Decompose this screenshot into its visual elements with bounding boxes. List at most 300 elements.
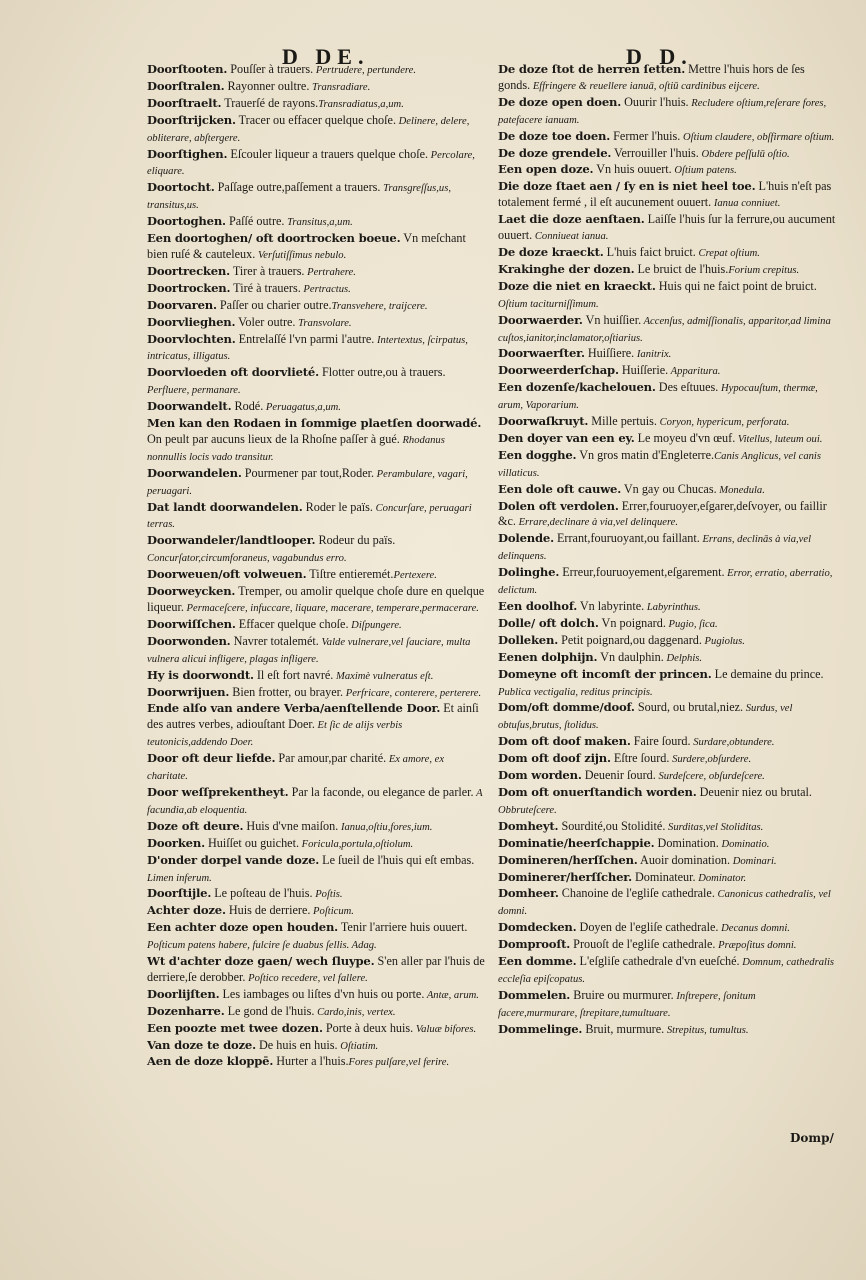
entry-latin: Pertractus. xyxy=(300,283,351,295)
dictionary-entry xyxy=(498,633,836,650)
entry-headword: Een doolhof. xyxy=(498,599,578,613)
entry-latin: Pugio, ſica. xyxy=(665,618,718,630)
entry-french: Prouoſt de l'egliſe cathedrale. xyxy=(570,937,716,952)
dictionary-entry xyxy=(498,819,836,836)
left-column xyxy=(147,62,485,1071)
entry-latin: Oſtiatim. xyxy=(337,1040,379,1052)
dictionary-entry xyxy=(147,113,485,147)
dictionary-entry xyxy=(498,313,836,347)
entry-french: Sourdité,ou Stolidité. xyxy=(558,818,666,833)
entry-latin: Poſticum patens habere, fulcire ſe duabus ſellis. Adag. xyxy=(147,940,377,952)
dictionary-entry xyxy=(147,180,485,214)
dictionary-entry xyxy=(147,920,485,954)
dictionary-entry xyxy=(147,701,485,751)
entry-french: Tirer à trauers. xyxy=(230,263,305,278)
entry-french: Hurter a l'huis. xyxy=(273,1054,349,1069)
entry-headword: Een dogghe. xyxy=(498,447,577,462)
entry-headword: Doorken. xyxy=(147,835,205,850)
entry-headword: Dolleken. xyxy=(498,632,559,647)
entry-french: Il eſt fort navré. xyxy=(253,667,334,682)
dictionary-entry xyxy=(498,62,836,95)
entry-headword: Door oft deur liefde. xyxy=(147,751,276,766)
dictionary-entry xyxy=(147,819,485,836)
dictionary-entry xyxy=(147,751,485,785)
entry-latin: Hypocauſtum, thermæ, arum, Vaporarium. xyxy=(498,383,818,412)
entry-latin: Canonicus cathedralis, vel domni. xyxy=(498,889,831,918)
entry-latin: Ianitrix. xyxy=(634,349,672,361)
entry-headword: D'onder dorpel vande doze. xyxy=(147,852,320,867)
entry-headword: Dolinghe. xyxy=(498,565,560,580)
entry-latin: Obbruteſcere. xyxy=(498,804,557,816)
entry-french: Deuenir niez ou brutal. xyxy=(696,784,812,799)
entry-headword: Doorſtralen. xyxy=(147,78,225,93)
entry-headword: Doorwaſkruyt. xyxy=(498,414,589,429)
entry-french: Vn huiſſier. xyxy=(582,312,642,327)
entry-french: Vn gay ou Chucas. xyxy=(621,481,717,496)
entry-french: Roder le païs. xyxy=(302,499,373,514)
entry-headword: Domheer. xyxy=(498,886,559,901)
entry-latin: Dominari. xyxy=(730,855,777,867)
entry-headword: Een poozte met twee dozen. xyxy=(147,1020,323,1035)
entry-headword: Domineren/herſſchen. xyxy=(498,852,638,867)
entry-headword: Doorwaerſter. xyxy=(498,346,585,361)
entry-headword: De doze ſtot de herren ſetten. xyxy=(498,62,686,76)
dictionary-entry xyxy=(498,346,836,363)
entry-latin: Transvolare. xyxy=(295,317,352,329)
dictionary-entry xyxy=(147,62,485,79)
dictionary-entry xyxy=(147,281,485,298)
dictionary-entry xyxy=(498,870,836,887)
entry-latin: Coryon, hypericum, perforata. xyxy=(656,417,790,429)
entry-headword: Doorvlieghen. xyxy=(147,314,236,329)
entry-headword: Doorvaren. xyxy=(147,297,217,312)
entry-french: Huis de derriere. xyxy=(225,903,311,918)
dictionary-entry xyxy=(498,499,836,532)
dictionary-entry xyxy=(498,380,836,414)
entry-french: Tenir l'arriere huis ouuert. xyxy=(338,920,468,935)
dictionary-entry xyxy=(147,785,485,819)
entry-latin: Poſtis. xyxy=(312,889,343,901)
entry-latin: Crepat oſtium. xyxy=(695,247,760,259)
entry-headword: Doorvloeden oft doorvlieté. xyxy=(147,365,319,380)
entry-latin: Fores pulſare,vel ferire. xyxy=(348,1057,450,1069)
entry-latin: Transradiatus,a,um. xyxy=(318,98,404,110)
dictionary-entry xyxy=(498,146,836,163)
entry-latin: Præpoſitus domni. xyxy=(715,940,797,952)
entry-latin: Transitus,a,um. xyxy=(284,217,353,229)
entry-latin: Pugiolus. xyxy=(701,635,745,647)
dictionary-entry xyxy=(498,954,836,988)
entry-latin: Valde vulnerare,vel ſauciare, multa vulnera alicui infligere, plagas infligere. xyxy=(147,636,471,665)
entry-french: Tiſtre entieremét. xyxy=(306,567,394,582)
entry-french: Bien frotter, ou brayer. xyxy=(229,684,344,699)
entry-headword: Krakinghe der dozen. xyxy=(498,261,635,276)
entry-french: Le ſueil de l'huis qui eſt embas. xyxy=(319,852,475,867)
entry-latin: Pertrahere. xyxy=(304,266,356,278)
entry-french: Vn gros matin d'Engleterre. xyxy=(576,447,715,462)
entry-headword: Dom oft doof zijn. xyxy=(498,751,611,766)
dictionary-entry xyxy=(498,616,836,633)
dictionary-entry xyxy=(147,567,485,584)
entry-french: L'eſgliſe cathedrale d'vn eueſché. xyxy=(576,954,740,969)
entry-latin: Transvehere, traijcere. xyxy=(331,300,428,312)
entry-headword: De doze grendele. xyxy=(498,145,612,160)
entry-latin: Errare,declinare à via,vel delinquere. xyxy=(515,517,679,529)
entry-headword: Doorweuen/oft volweuen. xyxy=(147,567,307,582)
entry-headword: Aen de doze kloppē. xyxy=(147,1054,274,1069)
entry-headword: Doze die niet en kraeckt. xyxy=(498,278,656,293)
entry-latin: Dominatio. xyxy=(718,838,770,850)
entry-latin: Recludere oſtium,reſerare fores, patefacere ianuam. xyxy=(498,97,827,126)
dictionary-entry xyxy=(147,903,485,920)
dictionary-entry xyxy=(498,734,836,751)
entry-headword: Doortocht. xyxy=(147,180,215,195)
dictionary-entry xyxy=(498,667,836,701)
entry-french: Huis qui ne faict point de bruict. xyxy=(655,278,817,293)
entry-french: Errant,fouruoyant,ou faillant. xyxy=(553,531,700,546)
entry-latin: Valuæ bifores. xyxy=(413,1023,477,1035)
entry-latin: Conniueat ianua. xyxy=(532,231,609,243)
entry-latin: Poſtico recedere, vel fallere. xyxy=(245,972,368,984)
entry-french: Eſcouler liqueur a trauers quelque choſe. xyxy=(227,146,429,161)
entry-french: Vn poignard. xyxy=(598,615,666,630)
entry-headword: Doorwandelen. xyxy=(147,465,242,480)
entry-latin: Transgreſſus,us, transitus,us. xyxy=(147,183,451,212)
dictionary-entry xyxy=(147,500,485,534)
entry-headword: Laet die doze aenſtaen. xyxy=(498,212,645,227)
dictionary-entry xyxy=(147,685,485,702)
dictionary-entry xyxy=(498,836,836,853)
entry-french: Porte à deux huis. xyxy=(322,1020,414,1035)
dictionary-entry xyxy=(147,1021,485,1038)
entry-latin: Strepitus, tumultus. xyxy=(664,1024,749,1036)
entry-french: Huiſſiere. xyxy=(584,346,635,361)
entry-latin: Maximè vulneratus eſt. xyxy=(333,670,434,682)
entry-latin: Labyrinthus. xyxy=(644,602,701,613)
entry-french: Auoir domination. xyxy=(637,852,731,867)
dictionary-entry xyxy=(147,264,485,281)
entry-french: Faire ſourd. xyxy=(630,734,691,749)
entry-headword: Achter doze. xyxy=(147,903,226,918)
entry-latin: Oſtium claudere, obſfirmare oſtium. xyxy=(680,131,835,143)
dictionary-entry xyxy=(498,920,836,937)
entry-latin: Perfricare, conterere, perterere. xyxy=(343,687,482,699)
entry-french: Tracer ou effacer quelque choſe. xyxy=(235,112,396,127)
entry-latin: Surdare,obtundere. xyxy=(690,737,775,749)
entry-french: Par amour,par charité. xyxy=(275,751,387,766)
dictionary-entry xyxy=(498,482,836,499)
entry-french: Dominateur. xyxy=(631,869,696,884)
entry-latin: Error, erratio, aberratio, delictum. xyxy=(498,568,833,597)
entry-headword: Doorlijſten. xyxy=(147,986,220,1001)
dictionary-entry xyxy=(498,129,836,146)
dictionary-entry xyxy=(147,853,485,887)
dictionary-entry xyxy=(147,836,485,853)
dictionary-entry xyxy=(147,79,485,96)
entry-french: Effacer quelque choſe. xyxy=(235,616,349,631)
entry-latin: Surdeſcere, obſurdeſcere. xyxy=(655,771,765,783)
entry-headword: De doze open doen. xyxy=(498,94,622,109)
entry-latin: Rhodanus nonnullis locis vado transitur. xyxy=(147,434,445,463)
entry-french: Tremper, ou amolir quelque choſe dure en quelque liqueur. xyxy=(147,584,485,614)
entry-headword: Doorwandelt. xyxy=(147,399,232,414)
entry-french: Domination. xyxy=(654,835,719,850)
dictionary-entry xyxy=(498,262,836,279)
entry-headword: Een doortoghen/ oft doortrocken boeue. xyxy=(147,231,401,246)
dictionary-entry xyxy=(498,363,836,380)
entry-french: Le bruict de l'huis. xyxy=(634,261,729,276)
entry-french: Rodeur du païs. xyxy=(315,533,396,548)
dictionary-entry xyxy=(498,886,836,920)
dictionary-entry xyxy=(498,245,836,262)
entry-french: Voler outre. xyxy=(235,314,296,329)
dictionary-entry xyxy=(147,987,485,1004)
entry-headword: Domheyt. xyxy=(498,818,559,833)
running-header-left: D DE. xyxy=(282,44,370,69)
entry-french: Fermer l'huis. xyxy=(610,128,681,143)
entry-french: Vn meſchant bien ruſé & cauteleux. xyxy=(147,231,466,261)
dictionary-entry xyxy=(147,1054,485,1071)
entry-french: Le moyeu d'vn œuf. xyxy=(634,430,736,445)
entry-latin: Effringere & reuellere ianuā, oſtiū cardinibus eijcere. xyxy=(530,80,760,92)
entry-headword: Dolende. xyxy=(498,531,554,546)
entry-french: Le poſteau de l'huis. xyxy=(211,886,313,901)
entry-headword: Doorwonden. xyxy=(147,633,231,648)
entry-headword: Den doyer van een ey. xyxy=(498,430,635,445)
entry-headword: Doorwandeler/landtlooper. xyxy=(147,533,316,548)
entry-latin: Ex amore, ex charitate. xyxy=(147,754,445,783)
entry-latin: Intertextus, ſcirpatus, intricatus, illigatus. xyxy=(147,334,468,363)
entry-french: Navrer totalemét. xyxy=(230,633,319,648)
entry-latin: Domnum, cathedralis eccleſia epiſcopatus. xyxy=(498,957,835,985)
entry-headword: Domprooſt. xyxy=(498,937,571,952)
dictionary-entry xyxy=(498,988,836,1022)
entry-latin: Foricula,portula,oſtiolum. xyxy=(299,838,414,850)
entry-french: Vn labyrinte. xyxy=(577,599,645,613)
entry-headword: Doortoghen. xyxy=(147,214,226,229)
entry-french: Deuenir ſourd. xyxy=(581,768,656,783)
entry-french: Erreur,fouruoyement,eſgarement. xyxy=(559,565,725,580)
entry-latin: Publica vectigalia, reditus principis. xyxy=(498,686,653,698)
dictionary-entry xyxy=(498,414,836,431)
dictionary-entry xyxy=(147,466,485,500)
dictionary-entry xyxy=(147,584,485,617)
entry-latin: Surdere,obſurdere. xyxy=(669,754,752,766)
dictionary-entry xyxy=(498,937,836,954)
entry-french: Le gond de l'huis. xyxy=(224,1003,315,1018)
entry-french: Laiſſe l'huis ſur la ferrure,ou aucument ouuert. xyxy=(498,212,836,243)
dictionary-entry xyxy=(147,298,485,315)
dictionary-entry xyxy=(498,95,836,129)
dictionary-entry xyxy=(147,886,485,903)
dictionary-entry xyxy=(147,332,485,366)
entry-latin: Verſutiſſimus nebulo. xyxy=(255,249,347,261)
dictionary-entry xyxy=(498,431,836,448)
entry-latin: Limen inferum. xyxy=(147,872,212,884)
catchword: Domp/ xyxy=(790,1131,834,1145)
entry-french: Rayonner oultre. xyxy=(224,78,310,93)
entry-latin: Monedula. xyxy=(716,484,765,496)
dictionary-entry xyxy=(147,1004,485,1021)
dictionary-entry xyxy=(498,179,836,212)
entry-headword: Doorſtrijcken. xyxy=(147,112,236,127)
entry-french: L'huis n'eſt pas totalement fermé , il eſt aucunement ouuert. xyxy=(498,179,832,210)
entry-french: L'huis faict bruict. xyxy=(603,244,696,259)
entry-french: Paſſé outre. xyxy=(225,214,285,229)
entry-headword: Door weſſprekentheyt. xyxy=(147,784,289,799)
entry-latin: A facundia,ab eloquentia. xyxy=(147,787,483,816)
entry-headword: Doorvlochten. xyxy=(147,331,236,346)
entry-french: Chanoine de l'egliſe cathedrale. xyxy=(558,886,715,901)
entry-latin: Pertexere. xyxy=(393,570,437,582)
entry-french: Tiré à trauers. xyxy=(230,280,301,295)
entry-french: S'en aller par l'huis de derriere,ſe derobber. xyxy=(147,954,485,984)
entry-headword: De doze kraeckt. xyxy=(498,244,604,259)
entry-latin: Vitellus, luteum oui. xyxy=(735,433,823,445)
entry-french: On peult par aucuns lieux de la Rhoſne paſſer à gué. xyxy=(147,431,400,446)
entry-french: Trauerſé de rayons. xyxy=(221,95,319,110)
entry-headword: Dom worden. xyxy=(498,768,582,783)
entry-headword: De doze toe doen. xyxy=(498,128,611,143)
entry-latin: Antæ, arum. xyxy=(424,989,479,1001)
dictionary-entry xyxy=(147,416,485,466)
dictionary-entry xyxy=(147,668,485,685)
dictionary-entry xyxy=(498,751,836,768)
entry-french: Entrelaſſé l'vn parmi l'autre. xyxy=(235,331,375,346)
entry-latin: Surdus, vel obtuſus,brutus, ſtolidus. xyxy=(498,703,793,732)
entry-headword: Een open doze. xyxy=(498,162,594,177)
entry-headword: Doortrocken. xyxy=(147,280,231,295)
entry-french: Et ainſi des autres verbes, adiouſtant Doer. xyxy=(147,701,479,732)
entry-french: Huis d'vne maiſon. xyxy=(243,818,339,833)
entry-headword: Een dozenſe/kachelouen. xyxy=(498,380,656,395)
entry-french: Vn huis ouuert. xyxy=(593,162,672,177)
entry-headword: Doorwaerder. xyxy=(498,312,583,327)
dictionary-entry xyxy=(147,147,485,181)
entry-latin: Et ſic de alijs verbis teutonicis,addendo Doer. xyxy=(147,720,403,749)
entry-headword: Doorweycken. xyxy=(147,584,236,599)
dictionary-entry xyxy=(498,599,836,616)
entry-latin: Delinere, delere, obliterare, abſtergere. xyxy=(147,115,470,144)
entry-french: Ouurir l'huis. xyxy=(621,94,689,109)
entry-latin: Poſticum. xyxy=(310,906,354,918)
dictionary-entry xyxy=(498,531,836,565)
entry-headword: Dommelinge. xyxy=(498,1021,583,1036)
entry-french: Doyen de l'egliſe cathedrale. xyxy=(576,920,719,935)
entry-headword: Ende alſo van andere Verba/aenſtellende Door. xyxy=(147,701,441,716)
entry-french: Mettre l'huis hors de ſes gonds. xyxy=(498,62,805,92)
dictionary-entry xyxy=(147,231,485,264)
entry-french: Huiſſet ou guichet. xyxy=(204,835,300,850)
entry-latin: Surditas,vel Stoliditas. xyxy=(665,821,764,833)
entry-latin: Decanus domni. xyxy=(718,923,790,935)
entry-headword: Doorwiſſchen. xyxy=(147,616,236,631)
dictionary-entry xyxy=(498,853,836,870)
entry-latin: Canis Anglicus, vel canis villaticus. xyxy=(498,450,821,479)
entry-latin: Apparitura. xyxy=(668,366,721,378)
entry-headword: Die doze ſtaet aen / ſy en is niet heel toe. xyxy=(498,179,756,194)
entry-headword: Doze oft deure. xyxy=(147,818,244,833)
entry-headword: Dominerer/herſſcher. xyxy=(498,869,632,884)
entry-headword: Dozenharre. xyxy=(147,1003,225,1018)
entry-latin: Permaceſcere, infuccare, liquare, macerare, temperare,permacerare. xyxy=(183,603,479,614)
entry-latin: Pertrudere, pertundere. xyxy=(313,65,416,76)
entry-french: Mille pertuis. xyxy=(588,414,657,429)
dictionary-entry xyxy=(147,617,485,634)
entry-headword: Eenen dolphijn. xyxy=(498,649,598,664)
dictionary-entry xyxy=(147,96,485,113)
dictionary-entry xyxy=(498,212,836,245)
dictionary-entry xyxy=(498,700,836,734)
dictionary-entry xyxy=(147,533,485,567)
entry-french: Les iambages ou liſtes d'vn huis ou porte. xyxy=(219,986,425,1001)
entry-headword: Doorwrijuen. xyxy=(147,684,230,699)
entry-latin: Ianua conniuet. xyxy=(711,198,781,210)
dictionary-entry xyxy=(498,448,836,482)
dictionary-entry xyxy=(498,565,836,599)
entry-french: Eſtre ſourd. xyxy=(610,751,670,766)
entry-headword: Dom oft onuerſtandich worden. xyxy=(498,784,697,799)
dictionary-entry xyxy=(498,1022,836,1039)
entry-latin: Diſpungere. xyxy=(348,619,402,631)
entry-latin: Delphis. xyxy=(663,652,703,664)
entry-french: Bruire ou murmurer. xyxy=(570,987,674,1002)
entry-french: Paſſer ou charier outre. xyxy=(216,297,332,312)
entry-headword: Dolle/ oft dolch. xyxy=(498,615,599,630)
entry-french: Errer,fouruoyer,eſgarer,deſvoyer, ou faillir &c. xyxy=(498,498,827,529)
entry-latin: Inſtrepere, ſonitum facere,murmurare, ſtrepitare,tumultuare. xyxy=(498,990,756,1019)
dictionary-entry xyxy=(498,279,836,313)
dictionary-entry xyxy=(498,768,836,785)
dictionary-entry xyxy=(498,650,836,667)
dictionary-entry xyxy=(147,954,485,987)
entry-latin: Concurſare, peruagari terras. xyxy=(147,502,472,531)
dictionary-entry xyxy=(147,1038,485,1055)
entry-french: Sourd, ou brutal,niez. xyxy=(634,700,744,715)
entry-french: Paſſage outre,paſſement a trauers. xyxy=(214,180,381,195)
entry-latin: Oſtium taciturniſſimum. xyxy=(498,298,599,310)
entry-headword: Doorſtooten. xyxy=(147,62,228,76)
right-column xyxy=(498,62,836,1039)
entry-latin: Forium crepitus. xyxy=(728,264,800,276)
dictionary-entry xyxy=(147,634,485,668)
entry-headword: Dolen oft verdolen. xyxy=(498,498,619,513)
entry-french: Vn daulphin. xyxy=(597,649,664,664)
entry-headword: Wt d'achter doze gaen/ wech ſluype. xyxy=(147,954,375,969)
entry-headword: Van doze te doze. xyxy=(147,1037,256,1052)
dictionary-entry xyxy=(147,365,485,399)
dictionary-entry xyxy=(147,214,485,231)
entry-latin: Transradiare. xyxy=(309,81,371,93)
entry-headword: Domdecken. xyxy=(498,920,577,935)
entry-headword: Doorſtijle. xyxy=(147,886,212,901)
entry-headword: Doortrecken. xyxy=(147,263,231,278)
entry-headword: Doorſtraelt. xyxy=(147,95,222,110)
entry-french: Pourmener par tout,Roder. xyxy=(241,465,375,480)
entry-headword: Doorweerderſchap. xyxy=(498,363,619,378)
entry-headword: Een domme. xyxy=(498,954,577,969)
entry-headword: Domeyne oft incomſt der princen. xyxy=(498,666,712,681)
entry-latin: Ianua,oſtiu,fores,ium. xyxy=(338,821,433,833)
entry-latin: Dominator. xyxy=(695,872,747,884)
entry-french: Bruit, murmure. xyxy=(582,1021,665,1036)
entry-headword: Dominatie/heerſchappie. xyxy=(498,835,655,850)
entry-latin: Cardo,inis, vertex. xyxy=(314,1006,396,1018)
entry-latin: Errans, declinās à via,vel delinquens. xyxy=(498,534,812,563)
entry-french: Petit poignard,ou daggenard. xyxy=(558,632,702,647)
entry-latin: Percolare, eliquare. xyxy=(147,149,475,178)
entry-latin: Accenſus, admiſſionalis, apparitor,ad limina cuſtos,ianitor,inclamator,oſtiarius. xyxy=(498,315,831,344)
